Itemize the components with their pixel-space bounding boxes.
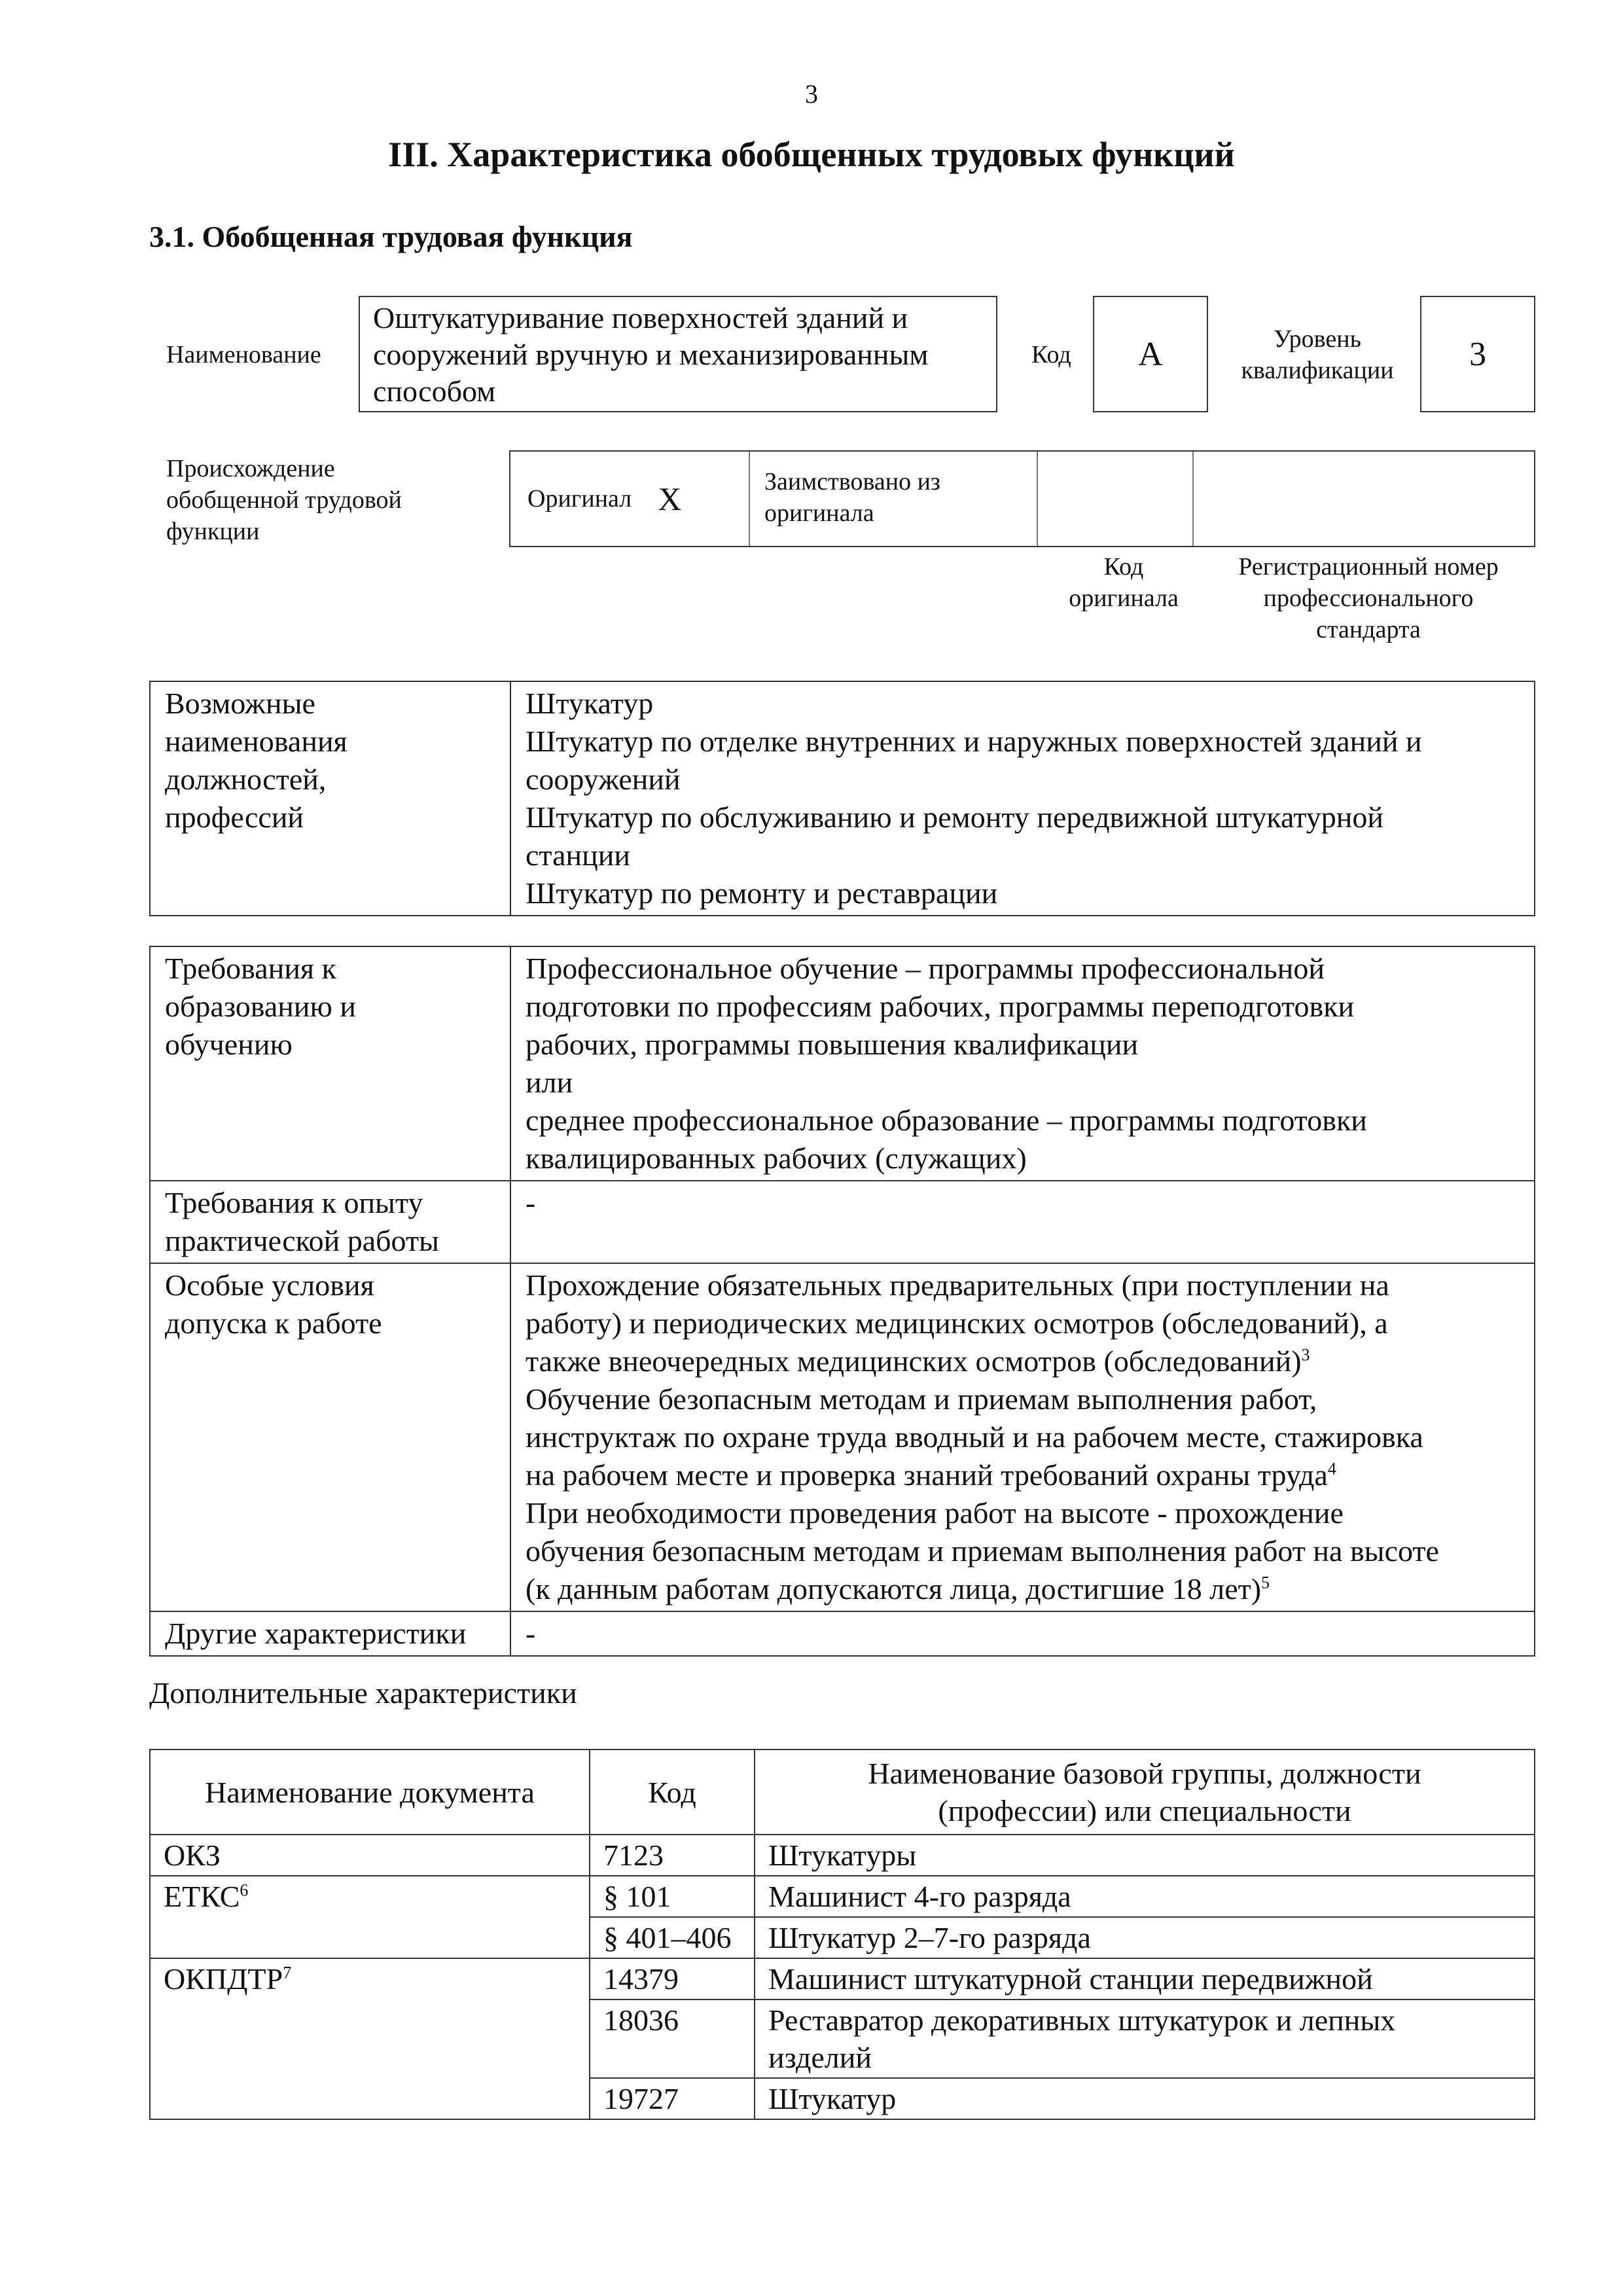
positions-table — [149, 681, 1535, 916]
code-label: Код — [1031, 341, 1071, 368]
table-header-row — [150, 1749, 1535, 1835]
original-cell — [510, 452, 750, 546]
function-name-line: сооружений вручную и механизированным — [373, 338, 929, 371]
table-row — [150, 946, 1535, 1181]
footnote-ref: 4 — [1327, 1459, 1336, 1479]
code-value: А — [1093, 296, 1208, 412]
name-cell: Штукатуры — [755, 1835, 1535, 1876]
level-value: 3 — [1420, 296, 1535, 412]
label-line: профессий — [165, 800, 304, 834]
header-doc: Наименование документа — [150, 1749, 590, 1835]
origin-label-line: Происхождение — [166, 455, 335, 482]
caption-line: профессионального — [1263, 584, 1474, 612]
label-line: практической работы — [165, 1224, 439, 1257]
education-label — [150, 946, 510, 1181]
borrowed-label-line: Заимствовано из — [764, 468, 940, 495]
text-line — [526, 1456, 1520, 1494]
function-name-box — [359, 296, 997, 412]
text-line — [526, 1570, 1520, 1608]
code-cell: 18036 — [590, 2000, 755, 2078]
code-cell: 7123 — [590, 1835, 755, 1876]
original-mark: Х — [658, 480, 682, 517]
section-title: III. Характеристика обобщенных трудовых функций — [388, 135, 1235, 174]
level-label-line: Уровень — [1274, 325, 1361, 353]
header-name — [755, 1749, 1535, 1835]
reg-number-cell — [1194, 452, 1534, 546]
name-cell — [755, 2000, 1535, 2078]
text-line: Прохождение обязательных предварительных (при поступлении на — [526, 1268, 1389, 1302]
text-line: обучения безопасным методам и приемам выполнения работ на высоте — [526, 1534, 1439, 1568]
reg-number-caption — [1202, 551, 1535, 645]
code-cell: § 401–406 — [590, 1917, 755, 1958]
list-item: Штукатур по ремонту и реставрации — [526, 876, 998, 910]
text-span: на рабочем месте и проверка знаний требований охраны труда — [526, 1458, 1328, 1492]
footnote-ref: 7 — [283, 1963, 292, 1982]
label-line: обучению — [165, 1028, 293, 1061]
experience-label — [150, 1181, 510, 1263]
table-row — [150, 1611, 1535, 1656]
doc-cell — [150, 2000, 590, 2078]
additional-title: Дополнительные характеристики — [149, 1676, 577, 1710]
requirements-table — [149, 946, 1535, 1657]
code-cell: § 101 — [590, 1876, 755, 1917]
list-item: станции — [526, 838, 630, 872]
other-value: - — [510, 1611, 1535, 1656]
origin-label — [166, 453, 402, 547]
text-line: среднее профессиональное образование – программы подготовки — [526, 1103, 1367, 1137]
code-cell: 19727 — [590, 2078, 755, 2119]
name-label: Наименование — [166, 341, 321, 368]
label-line: наименования — [165, 725, 348, 758]
positions-list — [510, 681, 1535, 916]
table-row — [150, 1263, 1535, 1611]
caption-line: оригинала — [1069, 584, 1179, 612]
table-row — [150, 1835, 1535, 1876]
origin-label-line: обобщенной трудовой — [166, 486, 402, 514]
level-label — [1222, 323, 1412, 386]
table-row — [150, 681, 1535, 916]
name-cell: Штукатур — [755, 2078, 1535, 2119]
text-span: также внеочередных медицинских осмотров (обследований) — [526, 1344, 1302, 1378]
text-line: Обучение безопасным методам и приемам выполнения работ, — [526, 1382, 1317, 1416]
caption-line: Регистрационный номер — [1238, 553, 1499, 581]
conditions-label — [150, 1263, 510, 1611]
text-line: квалицированных рабочих (служащих) — [526, 1141, 1027, 1175]
original-code-caption — [1046, 551, 1202, 614]
text-line: При необходимости проведения работ на высоте - прохождение — [526, 1496, 1344, 1530]
text-line: рабочих, программы повышения квалификации — [526, 1028, 1139, 1061]
borrowed-cell — [750, 452, 1038, 546]
list-item: Штукатур по обслуживанию и ремонту передвижной штукатурной — [526, 800, 1383, 834]
caption-line: стандарта — [1316, 616, 1421, 643]
footnote-ref: 6 — [240, 1880, 249, 1900]
function-name-line: способом — [373, 374, 496, 408]
doc-cell — [150, 2078, 590, 2119]
text-line — [526, 1342, 1520, 1380]
table-row — [150, 2000, 1535, 2078]
page-number: 3 — [805, 79, 818, 109]
footnote-ref: 3 — [1301, 1345, 1310, 1365]
education-value — [510, 946, 1535, 1181]
list-item: Штукатур — [526, 687, 654, 720]
doc-cell — [150, 1876, 590, 1917]
doc-text: ОКПДТР — [164, 1962, 283, 1996]
text-line: или — [526, 1066, 573, 1099]
label-line: Особые условия — [165, 1268, 374, 1302]
list-item: Штукатур по отделке внутренних и наружных поверхностей зданий и — [526, 725, 1422, 758]
table-row — [150, 1876, 1535, 1917]
doc-cell — [150, 1958, 590, 2000]
borrowed-label-line: оригинала — [764, 499, 874, 527]
origin-table — [509, 450, 1535, 547]
code-cell: 14379 — [590, 1958, 755, 2000]
table-row — [150, 1958, 1535, 2000]
name-cell: Машинист штукатурной станции передвижной — [755, 1958, 1535, 2000]
name-line: Реставратор декоративных штукатурок и лепных — [768, 2003, 1396, 2037]
origin-label-line: функции — [166, 518, 260, 545]
header-line: (профессии) или специальности — [938, 1794, 1351, 1827]
table-row — [150, 2078, 1535, 2119]
positions-label — [150, 681, 510, 916]
text-span: (к данным работам допускаются лица, достигшие 18 лет) — [526, 1572, 1262, 1605]
label-line: должностей, — [165, 762, 327, 796]
other-label: Другие характеристики — [150, 1611, 510, 1656]
label-line: образованию и — [165, 990, 356, 1023]
label-line: Возможные — [165, 687, 315, 720]
doc-text: ЕТКС — [164, 1880, 240, 1913]
label-line: Требования к опыту — [165, 1186, 423, 1219]
experience-value: - — [510, 1181, 1535, 1263]
text-line: Профессиональное обучение – программы профессиональной — [526, 952, 1325, 985]
footnote-ref: 5 — [1261, 1573, 1270, 1592]
conditions-value — [510, 1263, 1535, 1611]
name-line: изделий — [768, 2041, 872, 2074]
list-item: сооружений — [526, 762, 681, 796]
label-line: Требования к — [165, 952, 336, 985]
name-cell: Машинист 4-го разряда — [755, 1876, 1535, 1917]
text-line: инструктаж по охране труда вводный и на рабочем месте, стажировка — [526, 1420, 1423, 1454]
doc-cell — [150, 1917, 590, 1958]
level-label-line: квалификации — [1241, 357, 1394, 384]
text-line: работу) и периодических медицинских осмотров (обследований), а — [526, 1306, 1388, 1340]
function-name-line: Оштукатуривание поверхностей зданий и — [373, 301, 908, 334]
name-cell: Штукатур 2–7-го разряда — [755, 1917, 1535, 1958]
text-line: подготовки по профессиям рабочих, программы переподготовки — [526, 990, 1355, 1023]
doc-cell: ОКЗ — [150, 1835, 590, 1876]
header-code: Код — [590, 1749, 755, 1835]
caption-line: Код — [1103, 553, 1144, 581]
original-label: Оригинал — [527, 485, 632, 512]
header-line: Наименование базовой группы, должности — [868, 1757, 1421, 1790]
table-row — [150, 1181, 1535, 1263]
label-line: допуска к работе — [165, 1306, 382, 1340]
table-row — [150, 1917, 1535, 1958]
original-code-cell — [1038, 452, 1194, 546]
additional-table — [149, 1749, 1535, 2120]
subsection-title: 3.1. Обобщенная трудовая функция — [149, 220, 633, 253]
